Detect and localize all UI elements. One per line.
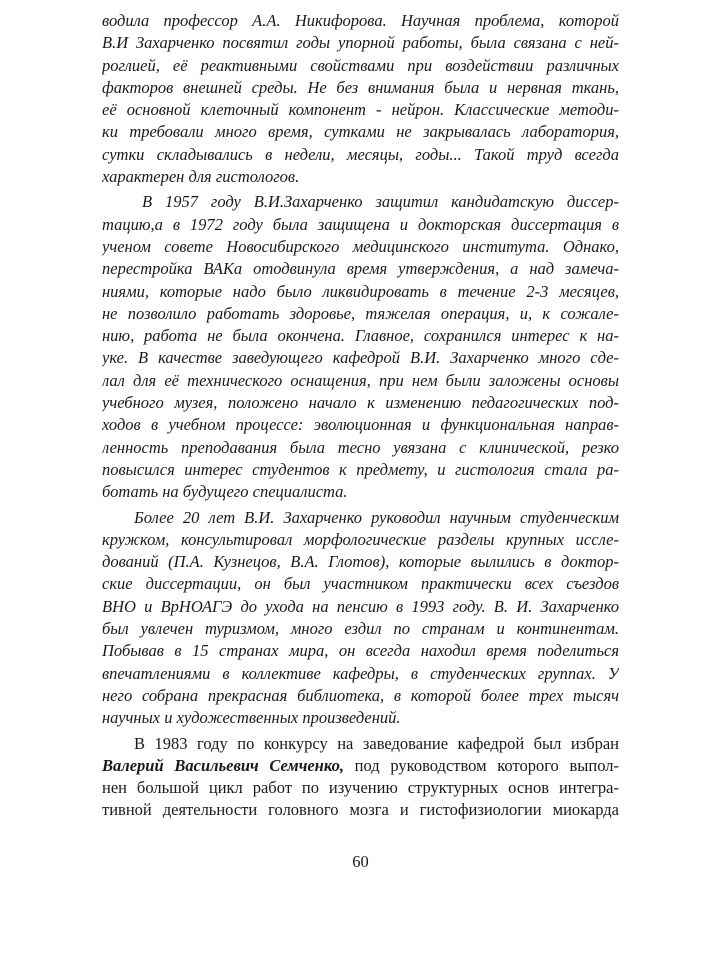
text-line: не позволило работать здоровье, тяжелая операция, и, к сожале- xyxy=(102,303,619,323)
text-line: нию, работа не была окончена. Главное, сохранился интерес к на- xyxy=(102,326,619,346)
text-line: Побывав в 15 странах мира, он всегда находил время поделиться xyxy=(102,641,619,661)
text-line: характерен для гистологов. xyxy=(102,167,300,187)
text-line: тивной деятельности головного мозга и гистофизиологии миокарда xyxy=(102,800,619,820)
text-line: Более 20 лет В.И. Захарченко руководил научным студенческим xyxy=(134,507,619,527)
text-line: факторов внешней среды. Не без внимания была и нервная ткань, xyxy=(102,77,619,97)
paragraph-semchenko xyxy=(102,733,619,822)
text-line: научных и художественных произведений. xyxy=(102,708,401,728)
text-line: повысился интерес студентов к предмету, и гистология стала ра- xyxy=(102,459,619,479)
text-line: ученом совете Новосибирского медицинского института. Однако, xyxy=(102,236,619,256)
text-line: В 1983 году по конкурсу на заведование кафедрой был избран xyxy=(134,733,619,753)
text-line: В 1957 году В.И.Захарченко защитил кандидатскую диссер- xyxy=(142,192,619,212)
page-body-text xyxy=(102,10,619,822)
text-line: кружком, консультировал морфологические разделы крупных иссле- xyxy=(102,529,619,549)
text-line: водила профессор А.А. Никифорова. Научная проблема, которой xyxy=(102,11,619,30)
text-line: сутки складывались в недели, месяцы, годы... Такой труд всегда xyxy=(102,144,619,164)
text-line: ские диссертации, он был участником практически всех съездов xyxy=(102,574,619,594)
text-line: учебного музея, положено начало к изменению педагогических под- xyxy=(102,393,619,413)
text-line: её основной клеточный компонент - нейрон. Классические методи- xyxy=(102,100,619,120)
paragraph-student-circle xyxy=(102,507,619,730)
text-line: ниями, которые надо было ликвидировать в течение 2-3 месяцев, xyxy=(102,281,619,301)
text-line: ки требовали много время, сутками не закрывалась лаборатория, xyxy=(102,122,619,142)
page-number: 60 xyxy=(352,852,369,871)
text-line: ходов в учебном процессе: эволюционная и функциональная направ- xyxy=(102,415,619,435)
text-line xyxy=(102,755,619,777)
text-line: тацию,а в 1972 году была защищена и докторская диссертация в xyxy=(102,214,619,234)
paragraph-dissertation xyxy=(102,191,619,503)
text-line: роглией, её реактивными свойствами при воздействии различных xyxy=(102,55,619,75)
text-line: перестройка ВАКа отодвинула время утверждения, а над замеча- xyxy=(102,259,619,279)
person-name: Валерий Васильевич Семченко, xyxy=(102,755,344,775)
text-line: впечатлениями в коллективе кафедры, в студенческих группах. У xyxy=(102,663,619,683)
text-line: ВНО и ВрНОАГЭ до ухода на пенсию в 1993 году. В. И. Захарченко xyxy=(102,596,619,616)
text-line: уке. В качестве заведующего кафедрой В.И. Захарченко много сде- xyxy=(102,348,619,368)
text-line: дований (П.А. Кузнецов, В.А. Глотов), которые вылились в доктор- xyxy=(102,552,619,572)
text-line: нен большой цикл работ по изучению структурных основ интегра- xyxy=(102,778,619,798)
text-line: лал для её технического оснащения, при нем были заложены основы xyxy=(102,370,619,390)
text-fragment: под руководством которого выпол- xyxy=(343,755,619,775)
paragraph-continuation xyxy=(102,10,619,188)
text-line: В.И Захарченко посвятил годы упорной работы, была связана с ней- xyxy=(102,33,619,53)
text-line: ботать на будущего специалиста. xyxy=(102,482,348,502)
text-line: него собрана прекрасная библиотека, в которой более трех тысяч xyxy=(102,685,619,705)
text-line: ленность преподавания была тесно увязана с клинической, резко xyxy=(102,437,619,457)
text-line: был увлечен туризмом, много ездил по странам и континентам. xyxy=(102,619,619,639)
